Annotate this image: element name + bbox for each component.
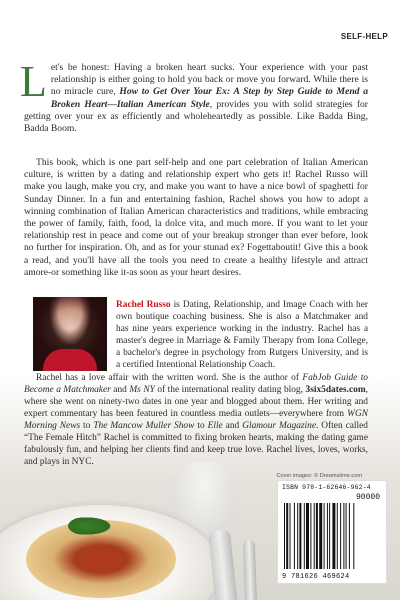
barcode-bar [340,503,341,569]
blurb-paragraph-1 [20,57,369,135]
isbn-barcode-block [277,480,387,584]
barcode-bar [324,503,325,569]
barcode-bar [349,503,350,569]
blurb-text-b: , provides you with solid strategies for getting over your ex as efficiently and wholeheartedly as possible. Like Badda Bing, Badda Boom. [24,98,369,135]
barcode-graphic [284,503,380,569]
blurb-text-a: et's be honest: Having a broken heart sucks. Your experience with your past relationship is either going to hold you back or move you forward. While there is no miracle cure, [50,62,368,98]
barcode-bar [332,503,335,569]
bio-text: and [222,421,243,431]
barcode-bar [297,503,298,569]
barcode-bar [284,503,285,569]
author-bio-1 [116,299,368,371]
bio-website: 3six5dates.com [305,385,366,395]
bio-text: and [110,385,130,395]
bio-text: , where she went on ninety-two dates in one year and blogged about them. Her writing and expert commentary has been featured in countless media outlets—everywhere from [24,385,368,419]
media-outlet: The Mancow Muller Show [93,421,195,431]
barcode-bar [319,503,322,569]
knife-image [243,540,257,600]
drop-cap: L [20,57,47,106]
bio-book-title: FabJob Guide to Become a Matchmaker [24,373,368,395]
barcode-bar [294,503,295,569]
media-outlet: Elle [207,421,223,431]
bio-blog-title: Ms NY [129,385,155,395]
basil-leaf-image [68,516,114,536]
isbn-number: ISBN 978-1-62646-962-4 [282,484,371,491]
barcode-bar [310,503,311,569]
media-outlet: Glamour Magazine [242,421,316,431]
book-title-inline: How to Get Over Your Ex: A Step by Step Guide to Mend a Broken Heart—Italian American Style [50,86,368,110]
blurb-paragraph-2: This book, which is one part self-help and one part celebration of Italian American culture, is written by a dating and relationship expert who gets it! Rachel Russo will make you laugh, make you cry, and make you want to have a nice bowl of spaghetti for Sunday Dinner. In a fun and entertaining fashion, Rachel shows you how to adopt a winning combination of Italian American characteristics and traditions, while embracing the power of family, faith, food, la dolce vita, and much more. If you want to let your relationship rest in peace and come out of your breakup stronger than ever before, look no further for inspiration. Oh, and as for your stunad ex? Fogettaboutit! Give this a book a read, and you'll have all the tools you need to create a healthy lifestyle and attract amore-or something like it-as soon as your heart desires. [24,157,368,278]
author-name: Rachel Russo [116,300,171,310]
author-bio-1-text: is Dating, Relationship, and Image Coach with her own boutique coaching business. She is also a Matchmaker and has nine years experience working in the industry. Rachel has a master's degree in Marriage & Family Therapy from Iona College, a bachelor's degree in psychology from Rutgers University, and is a certified Intentional Relationship Coach. [116,300,368,370]
barcode-bar [316,503,318,569]
bio-text: Rachel has a love affair with the written word. She is the author of [36,373,303,383]
bio-text: to [194,421,208,431]
bio-text: of the international reality dating blog, [154,385,306,395]
barcode-digits: 9 781626 469624 [282,573,350,581]
author-photo [33,297,107,371]
barcode-bar [286,503,288,569]
barcode-bar [306,503,309,569]
barcode-bar [329,503,330,569]
barcode-bar [337,503,338,569]
category-label: SELF-HELP [340,32,388,41]
barcode-bar [304,503,305,569]
barcode-bar [299,503,301,569]
barcode-bar [314,503,315,569]
price-code: 90000 [355,493,380,502]
bio-text: . Often called “The Female Hitch” Rachel is committed to fixing broken hearts, making the dating game fabulously fun, and helping her clients find and keep true love. Rachel lives, loves, works, and plays in NYC. [24,421,368,467]
cover-image-credit: Cover images: © Dreamstime.com [276,473,362,479]
media-outlet: WGN Morning News [24,409,368,431]
barcode-bar [327,503,328,569]
barcode-bar [346,503,347,569]
barcode-bar [290,503,291,569]
author-bio-2 [24,372,368,468]
bio-text: to [80,421,94,431]
barcode-bar [353,503,354,569]
barcode-bar [343,503,344,569]
